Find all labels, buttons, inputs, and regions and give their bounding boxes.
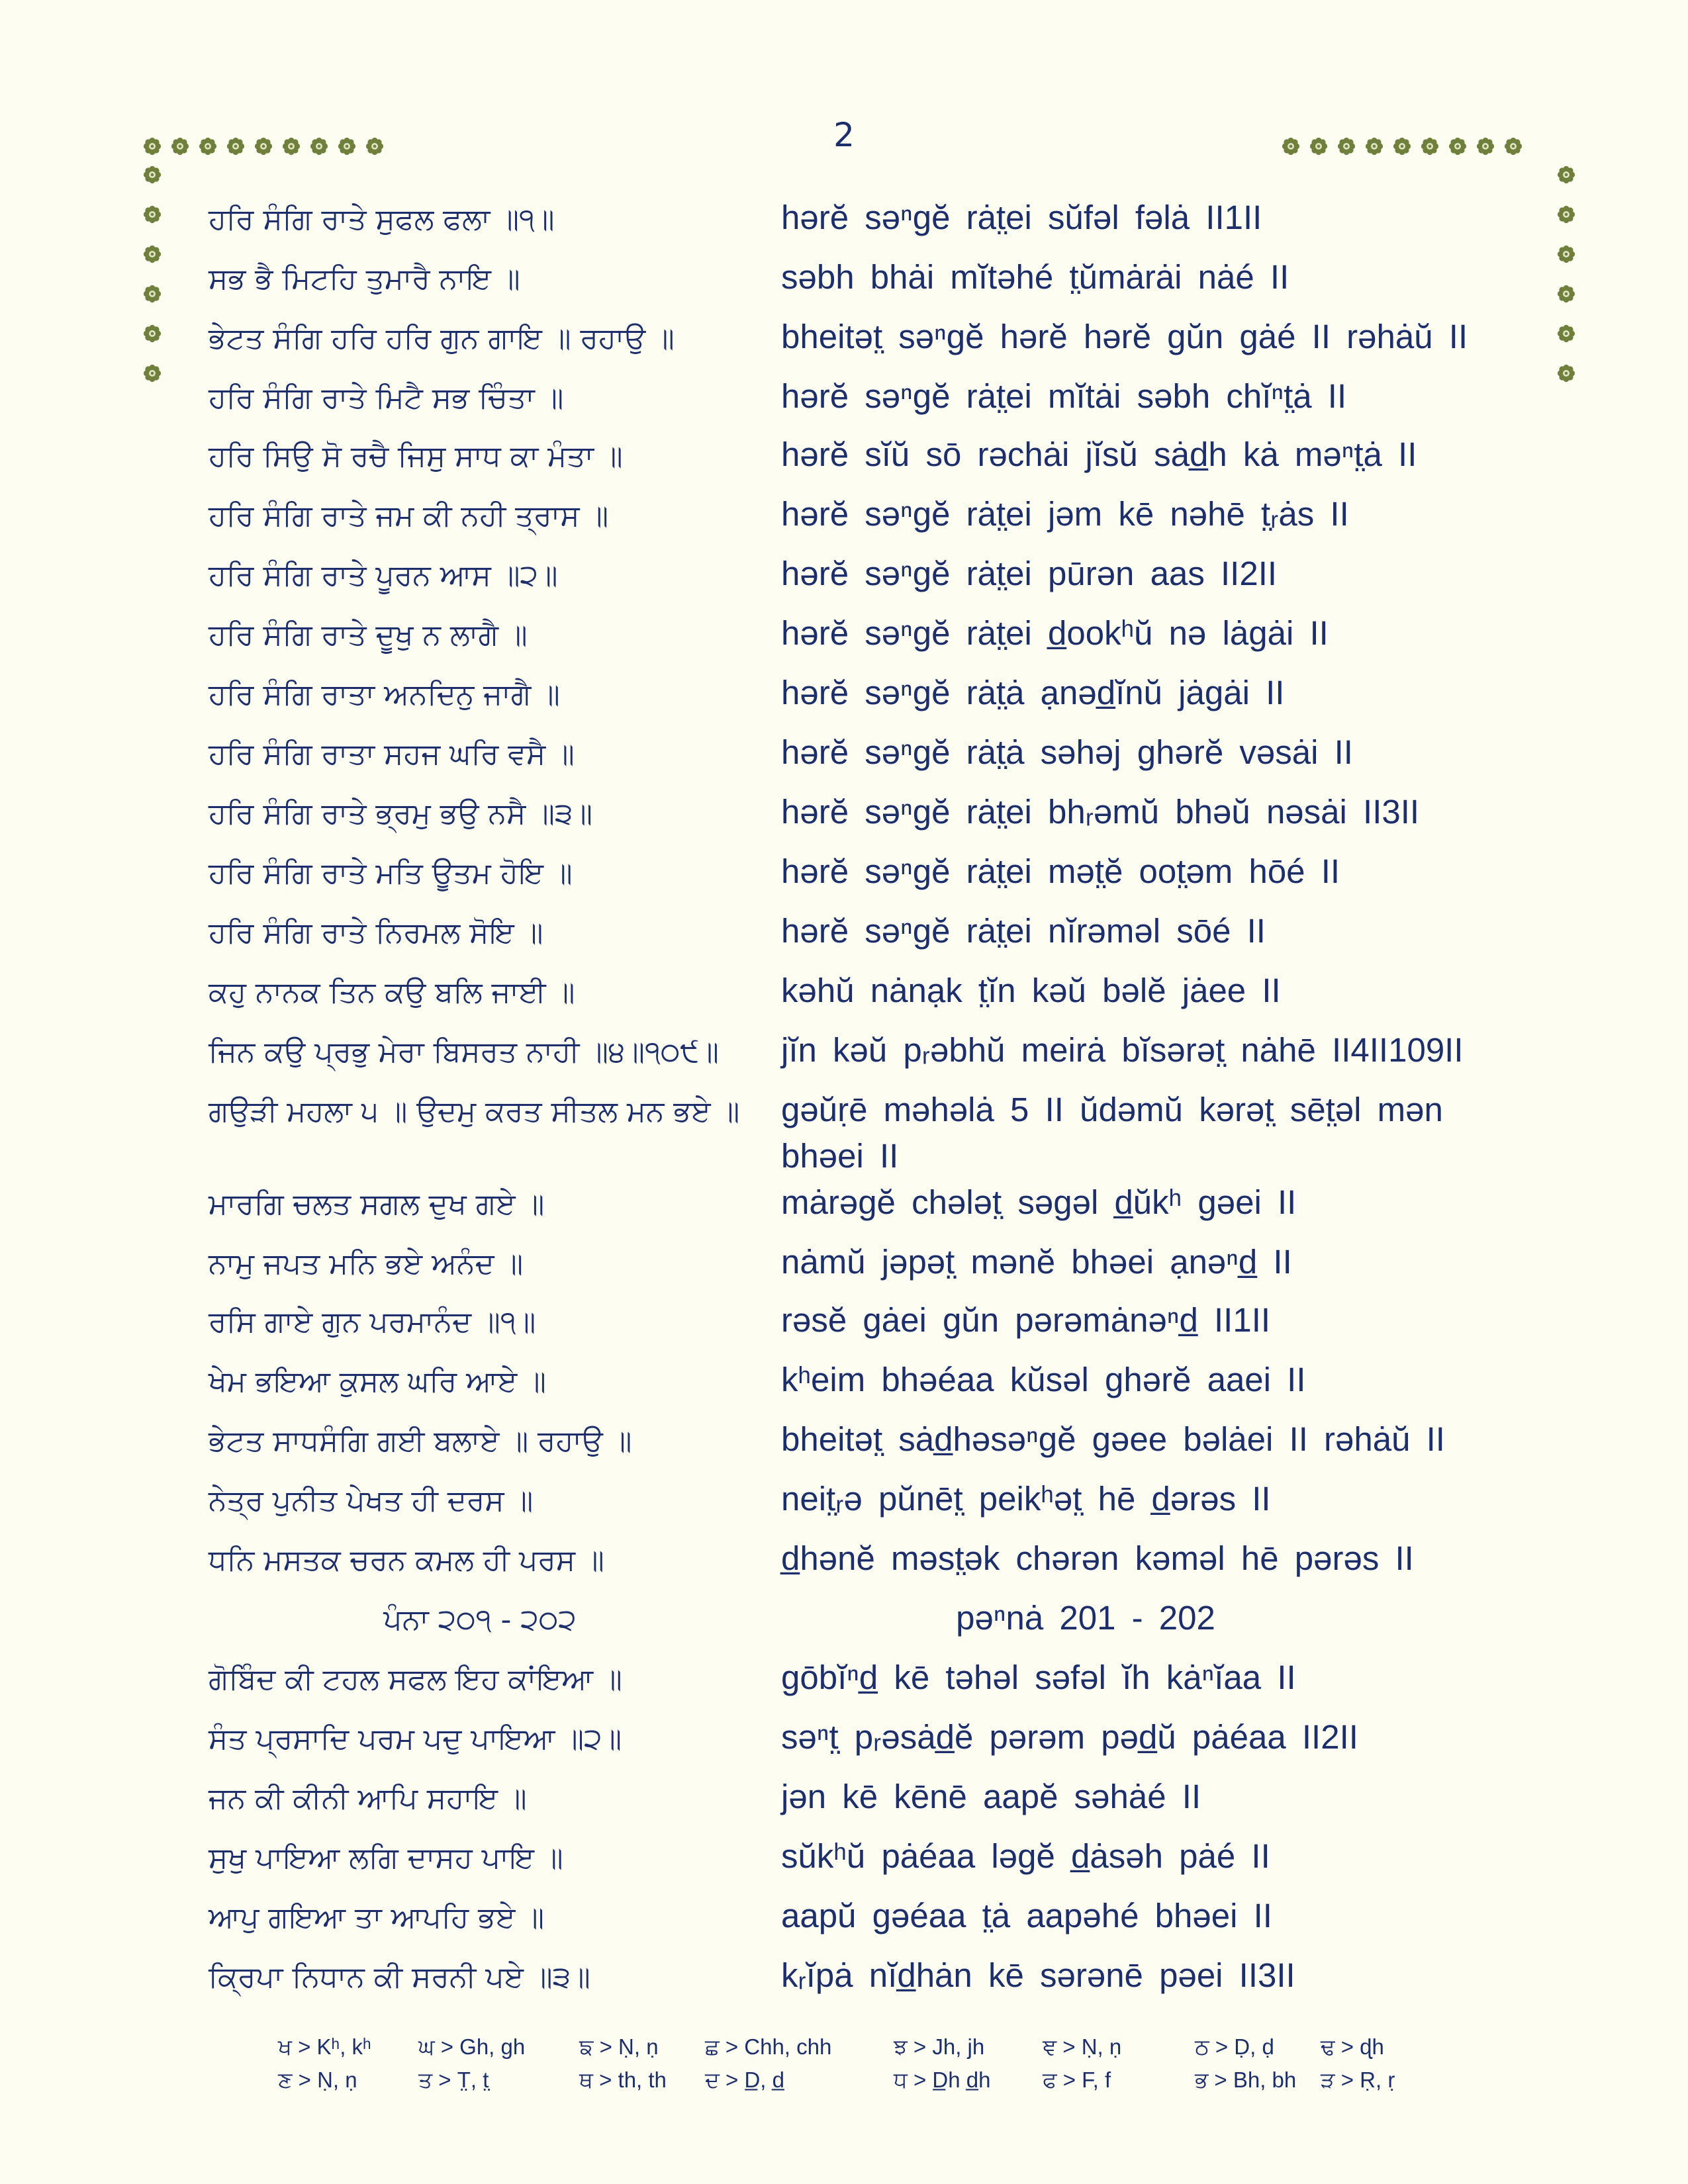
transliteration-text: sŭkʰŭ pȧéaa ləgĕ d̲ȧsəh pȧé II [781,1837,1270,1875]
transliteration-text: səⁿt̤ pᵣəsȧd̲ĕ pərəm pəd̲ŭ pȧéaa II2II [781,1718,1358,1756]
gurmukhi-text: ਸੰਤ ਪ੍ਰਸਾਦਿ ਪਰਮ ਪਦੁ ਪਾਇਆ ॥੨॥ [209,1722,622,1756]
flower-ornament-icon [282,137,301,156]
flower-ornament-icon [1448,137,1467,156]
gurmukhi-text: ਸੁਖੁ ਪਾਇਆ ਲਗਿ ਦਾਸਹ ਪਾਇ ॥ [209,1841,563,1875]
gurmukhi-text: ਸਭ ਭੈ ਮਿਟਹਿ ਤੁਮਾਰੈ ਨਾਇ ॥ [209,262,520,296]
gurmukhi-text: ਹਰਿ ਸੰਗਿ ਰਾਤੇ ਪੂਰਨ ਆਸ ॥੨॥ [209,559,558,592]
transliteration-text: hərĕ səⁿgĕ rȧt̤ei nĭrəməl sōé II [781,912,1266,950]
ornament-border-left [143,165,162,383]
transliteration-text: kəhŭ nȧnạk t̤ĭn kəŭ bəlĕ jȧee II [781,972,1281,1009]
legend-item: ਠ > Ḍ, ḍ [1195,2034,1274,2059]
gurmukhi-text: ਧਨਿ ਮਸਤਕ ਚਰਨ ਕਮਲ ਹੀ ਪਰਸ ॥ [209,1543,604,1577]
gurmukhi-text: ਖੇਮ ਭਇਆ ਕੁਸਲ ਘਰਿ ਆਏ ॥ [209,1365,546,1398]
gurmukhi-text: ਭੇਟਤ ਸਾਧਸੰਗਿ ਗਈ ਬਲਾਏ ॥ ਰਹਾਉ ॥ [209,1424,632,1458]
transliteration-text: aapŭ gəéaa t̤ȧ aapəhé bhəei II [781,1897,1272,1934]
transliteration-text: mȧrəgĕ chələt̤ səgəl d̲ŭkʰ gəei II [781,1183,1297,1221]
gurmukhi-text: ਹਰਿ ਸੰਗਿ ਰਾਤੇ ਨਿਰਮਲ ਸੋਇ ॥ [209,916,543,950]
flower-ornament-icon [1309,137,1328,156]
flower-ornament-icon [143,285,162,303]
flower-ornament-icon [1365,137,1383,156]
flower-ornament-icon [1557,165,1575,184]
page-number: 2 [833,116,855,154]
transliteration-text: gōbĭⁿd̲ kē təhəl səfəl ĭh kȧⁿĭaa II [781,1659,1296,1696]
flower-ornament-icon [1557,205,1575,224]
flower-ornament-icon [1421,137,1439,156]
transliteration-text: hərĕ sĭŭ sō rəchȧi jĭsŭ sȧd̲h kȧ məⁿt̤ȧ II [781,435,1417,473]
gurmukhi-text: ਪੰਨਾ ੨੦੧ - ੨੦੨ [383,1603,577,1637]
transliteration-text: neit̤ᵣə pŭnēt̤ peikʰət̤ hē d̲ərəs II [781,1480,1271,1518]
legend-item: ਖ > Kʰ, kʰ [278,2034,371,2059]
gurmukhi-text: ਗੋਬਿੰਦ ਕੀ ਟਹਲ ਸਫਲ ਇਹ ਕਾਂਇਆ ॥ [209,1662,622,1696]
gurmukhi-text: ਹਰਿ ਸੰਗਿ ਰਾਤੇ ਭ੍ਰਮੁ ਭਉ ਨਸੈ ॥੩॥ [209,797,592,831]
gurmukhi-text: ਗਉੜੀ ਮਹਲਾ ੫ ॥ ਉਦਮੁ ਕਰਤ ਸੀਤਲ ਮਨ ਭਏ ॥ [209,1095,740,1128]
transliteration-text: hərĕ səⁿgĕ rȧt̤ȧ ạnəd̲ĭnŭ jȧgȧi II [781,674,1285,711]
transliteration-text: d̲hənĕ məst̤ək chərən kəməl hē pərəs II [781,1539,1414,1577]
gurmukhi-text: ਆਪੁ ਗਇਆ ਤਾ ਆਪਹਿ ਭਏ ॥ [209,1901,544,1934]
flower-ornament-icon [226,137,245,156]
flower-ornament-icon [1557,324,1575,343]
transliteration-text: hərĕ səⁿgĕ rȧt̤ei mĭtȧi səbh chĭⁿt̤ȧ II [781,377,1347,415]
transliteration-text: kᵣĭpȧ nĭd̲hȧn kē sərənē pəei II3II [781,1956,1295,1994]
legend-item: ੜ > Ṛ, ṛ [1321,2068,1395,2092]
gurmukhi-text: ਜਿਨ ਕਉ ਪ੍ਰਭੁ ਮੇਰਾ ਬਿਸਰਤ ਨਾਹੀ ॥੪॥੧੦੯॥ [209,1035,719,1069]
gurmukhi-text: ਭੇਟਤ ਸੰਗਿ ਹਰਿ ਹਰਿ ਗੁਨ ਗਾਇ ॥ ਰਹਾਉ ॥ [209,322,675,355]
transliteration-text: səbh bhȧi mĭtəhé t̤ŭmȧrȧi nȧé II [781,258,1289,296]
ornament-border-top-right [1282,137,1523,156]
transliteration-text: pəⁿnȧ 201 - 202 [956,1599,1215,1637]
flower-ornament-icon [1557,245,1575,263]
flower-ornament-icon [143,324,162,343]
flower-ornament-icon [365,137,384,156]
legend-item: ਭ > Bh, bh [1195,2068,1297,2092]
legend-item: ਦ > D̲, d̲ [705,2068,784,2092]
gurmukhi-text: ਹਰਿ ਸੰਗਿ ਰਾਤੇ ਮਤਿ ਊਤਮ ਹੋਇ ॥ [209,856,573,890]
flower-ornament-icon [143,165,162,184]
flower-ornament-icon [171,137,189,156]
flower-ornament-icon [199,137,217,156]
legend-item: ਘ > Gh, gh [418,2034,526,2059]
gurmukhi-text: ਹਰਿ ਸੰਗਿ ਰਾਤੇ ਜਮ ਕੀ ਨਹੀ ਤ੍ਰਾਸ ॥ [209,499,609,533]
transliteration-text: nȧmŭ jəpət̤ mənĕ bhəei ạnəⁿd̲ II [781,1243,1292,1281]
transliteration-text: hərĕ səⁿgĕ rȧt̤ei mət̤ĕ oot̤əm hōé II [781,852,1340,890]
gurmukhi-text: ਨੇਤ੍ਰ ਪੁਨੀਤ ਪੇਖਤ ਹੀ ਦਰਸ ॥ [209,1484,534,1518]
flower-ornament-icon [254,137,273,156]
gurmukhi-text: ਹਰਿ ਸੰਗਿ ਰਾਤੇ ਮਿਟੈ ਸਭ ਚਿੰਤਾ ॥ [209,381,564,415]
transliteration-text: bheitət̤ sȧd̲həsəⁿgĕ gəee bəlȧei II rəhȧŭ II [781,1420,1445,1458]
gurmukhi-text: ਹਰਿ ਸੰਗਿ ਰਾਤਾ ਸਹਜ ਘਰਿ ਵਸੈ ॥ [209,737,575,771]
gurmukhi-text: ਨਾਮੁ ਜਪਤ ਮਨਿ ਭਏ ਅਨੰਦ ॥ [209,1247,524,1281]
legend-item: ਥ > th, th [579,2068,667,2092]
gurmukhi-text: ਮਾਰਗਿ ਚਲਤ ਸਗਲ ਦੁਖ ਗਏ ॥ [209,1187,545,1221]
gurmukhi-text: ਕ੍ਰਿਪਾ ਨਿਧਾਨ ਕੀ ਸਰਨੀ ਪਏ ॥੩॥ [209,1960,590,1994]
transliteration-text: kʰeim bhəéaa kŭsəl ghərĕ aaei II [781,1361,1306,1398]
gurmukhi-text: ਰਸਿ ਗਾਏ ਗੁਨ ਪਰਮਾਨੰਦ ॥੧॥ [209,1305,536,1339]
transliteration-text: hərĕ səⁿgĕ rȧt̤ei jəm kē nəhē t̤ᵣȧs II [781,495,1349,533]
gurmukhi-text: ਹਰਿ ਸੰਗਿ ਰਾਤੇ ਸੁਫਲ ਫਲਾ ॥੧॥ [209,203,555,236]
legend-item: ਝ > Jh, jh [894,2034,985,2059]
legend-item: ਧ > D̲h d̲h [894,2068,991,2092]
gurmukhi-text: ਜਨ ਕੀ ਕੀਨੀ ਆਪਿ ਸਹਾਇ ॥ [209,1782,527,1815]
transliteration-text: rəsĕ gȧei gŭn pərəmȧnəⁿd̲ II1II [781,1301,1271,1339]
flower-ornament-icon [310,137,328,156]
legend-item: ਫ > F, f [1043,2068,1111,2092]
legend-item: ਢ > ɖh [1321,2034,1384,2059]
flower-ornament-icon [1557,364,1575,383]
flower-ornament-icon [1337,137,1356,156]
transliteration-text: hərĕ səⁿgĕ rȧt̤ei d̲ookʰŭ nə lȧgȧi II [781,614,1329,652]
legend-item: ਤ > T̤, t̤ [418,2068,489,2092]
transliteration-text: gəŭṛē məhəlȧ 5 II ŭdəmŭ kərət̤ sēt̤əl mən bhəei II [781,1091,1443,1175]
flower-ornament-icon [143,245,162,263]
flower-ornament-icon [143,205,162,224]
transliteration-text: jĭn kəŭ pᵣəbhŭ meirȧ bĭsərət̤ nȧhē II4II109II [781,1031,1464,1069]
gurmukhi-text: ਹਰਿ ਸੰਗਿ ਰਾਤੇ ਦੂਖੁ ਨ ਲਾਗੈ ॥ [209,618,528,652]
ornament-border-right [1557,165,1575,383]
flower-ornament-icon [143,137,162,156]
transliteration-text: hərĕ səⁿgĕ rȧt̤ei pūrən aas II2II [781,555,1278,592]
legend-item: ਛ > Chh, chh [705,2034,832,2059]
flower-ornament-icon [143,364,162,383]
transliteration-text: jən kē kēnē aapĕ səhȧé II [781,1778,1201,1815]
flower-ornament-icon [1476,137,1495,156]
legend-item: ਙ > Ṇ, ṇ [579,2034,659,2059]
legend-item: ਣ > Ṇ, ṇ [278,2068,357,2092]
ornament-border-top-left [143,137,384,156]
flower-ornament-icon [338,137,356,156]
flower-ornament-icon [1393,137,1411,156]
transliteration-text: hərĕ səⁿgĕ rȧt̤ei sŭfəl fəlȧ II1II [781,199,1262,236]
transliteration-text: hərĕ səⁿgĕ rȧt̤ei bhᵣəmŭ bhəŭ nəsȧi II3II [781,793,1420,831]
transliteration-text: bheitət̤ səⁿgĕ hərĕ hərĕ gŭn gȧé II rəhȧŭ II [781,318,1468,355]
flower-ornament-icon [1557,285,1575,303]
legend-item: ਞ > Ṇ, ṇ [1043,2034,1122,2059]
flower-ornament-icon [1282,137,1300,156]
flower-ornament-icon [1504,137,1523,156]
gurmukhi-text: ਹਰਿ ਸਿਉ ਸੋ ਰਚੈ ਜਿਸੁ ਸਾਧ ਕਾ ਮੰਤਾ ॥ [209,439,623,473]
gurmukhi-text: ਹਰਿ ਸੰਗਿ ਰਾਤਾ ਅਨਦਿਨੁ ਜਾਗੈ ॥ [209,678,560,711]
transliteration-text: hərĕ səⁿgĕ rȧt̤ȧ səhəj ghərĕ vəsȧi II [781,733,1353,771]
gurmukhi-text: ਕਹੁ ਨਾਨਕ ਤਿਨ ਕਉ ਬਲਿ ਜਾਈ ॥ [209,976,575,1009]
